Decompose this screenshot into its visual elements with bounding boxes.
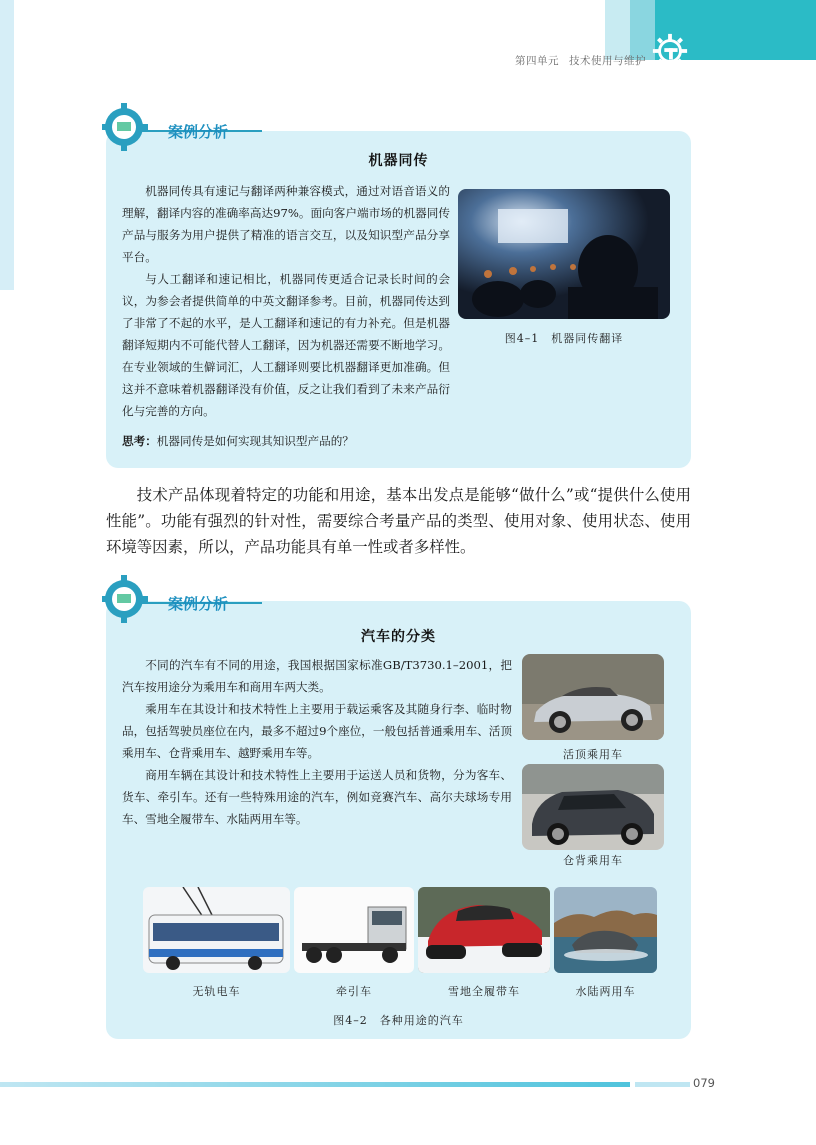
figure-4-2-caption: 图4–2 各种用途的汽车 — [333, 1014, 464, 1027]
footer-bar-short — [635, 1082, 690, 1087]
gear-logo-icon — [651, 32, 689, 70]
body-paragraph: 技术产品体现着特定的功能和用途，基本出发点是能够“做什么”或“提供什么使用性能”。功能有强烈的针对性，需要综合考量产品的类型、使用对象、使用状态、使用环境等因素，所以，产品功能具有单一性或者多样性。 — [106, 486, 691, 556]
case-2-paragraph-3: 商用车辆在其设计和技术特性上主要用于运送人员和货物，分为客车、货车、牵引车。还有一些特殊用途的汽车，例如竞赛汽车、高尔夫球场专用车、雪地全履带车、水陆两用车等。 — [122, 768, 512, 826]
case-1-title: 机器同传 — [368, 153, 429, 169]
case-2-text — [122, 654, 512, 830]
side-caption-2: 仓背乘用车 — [563, 854, 623, 867]
case-1-paragraph-1: 机器同传具有速记与翻译两种兼容模式，通过对语音语义的理解，翻译内容的准确率高达97%。面向客户端市场的机器同传产品与服务为用户提供了精准的语言交互，以及知识型产品分享平台。 — [122, 184, 450, 264]
case-2-paragraph-2: 乘用车在其设计和技术特性上主要用于载运乘客及其随身行李、临时物品，包括驾驶员座位在内，最多不超过9个座位，一般包括普通乘用车、活顶乘用车、仓背乘用车、越野乘用车等。 — [122, 702, 512, 760]
bottom-caption-snow-vehicle: 雪地全履带车 — [448, 985, 520, 998]
think-label: 思考： — [122, 434, 157, 448]
case-analysis-logo-icon — [102, 575, 262, 623]
running-header — [505, 53, 646, 68]
case-2-paragraph-1: 不同的汽车有不同的用途，我国根据国家标准GB/T3730.1–2001，把汽车按用途分为乘用车和商用车两大类。 — [122, 658, 512, 694]
case-1-text-top — [122, 180, 450, 268]
footer-bar — [0, 1082, 630, 1087]
bottom-caption-tractor: 牵引车 — [336, 985, 372, 998]
left-margin-strip — [0, 0, 14, 290]
case-analysis-logo-icon — [102, 103, 262, 151]
unit-label: 第四单元 — [515, 55, 559, 67]
bottom-caption-trolleybus: 无轨电车 — [192, 985, 241, 998]
topic-label: 技术使用与维护 — [569, 55, 646, 67]
case-label-text: 案例分析 — [168, 595, 229, 613]
conference-photo — [458, 189, 670, 319]
snow-tracked-vehicle-photo — [418, 887, 550, 973]
tractor-truck-photo — [294, 887, 414, 973]
hatchback-car-photo — [522, 764, 664, 850]
page-number: 079 — [693, 1076, 715, 1090]
think-text: 机器同传是如何实现其知识型产品的？ — [156, 434, 354, 448]
bottom-caption-amphibious: 水陆两用车 — [575, 985, 636, 998]
amphibious-vehicle-photo — [554, 887, 657, 973]
figure-4-1-caption: 图4–1 机器同传翻译 — [504, 332, 624, 345]
body-text-block — [106, 482, 691, 560]
convertible-car-photo — [522, 654, 664, 740]
case-2-title: 汽车的分类 — [361, 629, 436, 645]
think-question — [122, 430, 672, 452]
trolleybus-photo — [143, 887, 290, 973]
case-label-text: 案例分析 — [168, 123, 229, 141]
case-1-paragraph-2: 与人工翻译和速记相比，机器同传更适合记录长时间的会议，为参会者提供简单的中英文翻译参考。目前，机器同传达到了非常了不起的水平，是人工翻译和速记的有力补充。但是机器翻译短期内不可能代替人工翻译，因为机器还需要不断地学习。在专业领域的生僻词汇，人工翻译则要比机器翻译更加准确。但这并不意味着机器翻译没有价值，反之让我们看到了未来产品衍化与完善的方向。 — [122, 272, 450, 418]
side-caption-1: 活顶乘用车 — [563, 748, 623, 761]
